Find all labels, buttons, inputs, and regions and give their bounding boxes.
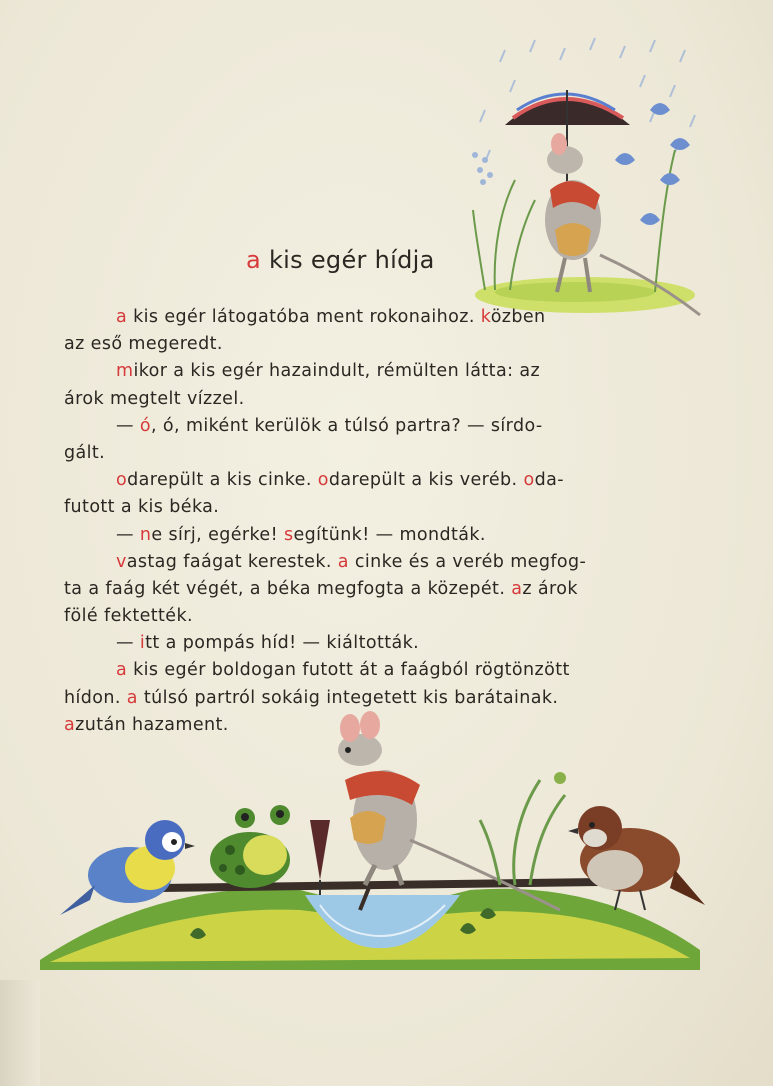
text-line <box>64 331 634 358</box>
text-line <box>64 304 634 331</box>
dash: — <box>116 633 140 654</box>
line-text: az eső megeredt. <box>64 334 223 355</box>
initial-letter: a <box>116 660 128 681</box>
dash: — <box>116 415 140 436</box>
text-line <box>64 603 634 630</box>
initial-letter: a <box>116 307 128 327</box>
line-text: , ó, miként kerülök a túlsó partra? — sírdo- <box>150 415 543 436</box>
line-text: da- <box>534 470 564 491</box>
line-text: árok megtelt vízzel. <box>64 388 245 409</box>
text-line <box>64 467 634 494</box>
mouse-with-umbrella-illustration <box>455 30 705 330</box>
line-text: hídon. <box>64 687 127 708</box>
initial-letter: v <box>116 551 127 572</box>
initial-letter: a <box>64 714 76 735</box>
initial-letter: ó <box>139 415 151 436</box>
line-text: tt a pompás híd! — kiáltották. <box>145 633 420 654</box>
initial-letter: a <box>511 578 523 599</box>
line-text: ikor a kis egér hazaindult, rémülten látta: az <box>133 361 541 382</box>
initial-letter: n <box>139 524 152 545</box>
line-text: kis egér látogatóba ment rokonaihoz. <box>127 307 481 327</box>
title-text: kis egér hídja <box>261 246 435 274</box>
text-line <box>64 657 634 684</box>
story-title <box>246 246 435 274</box>
dash: — <box>116 524 140 545</box>
story-text <box>64 304 634 739</box>
initial-letter: m <box>116 361 134 382</box>
initial-letter: k <box>480 307 491 327</box>
line-text: futott a kis béka. <box>64 497 220 518</box>
initial-letter: o <box>523 470 535 491</box>
initial-letter: o <box>116 470 128 491</box>
text-line <box>64 549 634 576</box>
title-initial: a <box>246 246 262 274</box>
line-text: kis egér boldogan futott át a faágból rögtönzött <box>127 660 570 681</box>
text-line <box>64 440 634 467</box>
line-text: ta a faág két végét, a béka megfogta a közepét. <box>64 578 512 599</box>
line-text: gált. <box>64 442 106 463</box>
line-text: özben <box>490 307 546 327</box>
initial-letter: o <box>317 470 329 491</box>
initial-letter: a <box>126 687 138 708</box>
line-text: túlsó partról sokáig integetett kis barátainak. <box>137 687 559 708</box>
line-text: astag faágat kerestek. <box>126 551 338 572</box>
worn-page-edge <box>0 980 40 1086</box>
text-line <box>64 386 634 413</box>
text-line <box>64 494 634 521</box>
line-text: e sírj, egérke! <box>151 524 284 545</box>
line-text: zután hazament. <box>75 714 229 735</box>
line-text: z árok <box>522 578 578 599</box>
initial-letter: a <box>337 551 349 572</box>
line-text: darepült a kis veréb. <box>328 470 524 491</box>
line-text: darepült a kis cinke. <box>127 470 318 491</box>
line-text: egítünk! — mondták. <box>293 524 486 545</box>
text-line <box>64 413 634 440</box>
initial-letter: s <box>283 524 294 545</box>
text-line <box>64 576 634 603</box>
initial-letter: i <box>139 633 146 654</box>
text-line <box>64 630 634 657</box>
animals-bridge-illustration <box>40 700 740 980</box>
text-line <box>64 522 634 549</box>
text-line <box>64 358 634 385</box>
line-text: cinke és a veréb megfog- <box>348 551 587 572</box>
line-text: fölé fektették. <box>64 606 193 627</box>
